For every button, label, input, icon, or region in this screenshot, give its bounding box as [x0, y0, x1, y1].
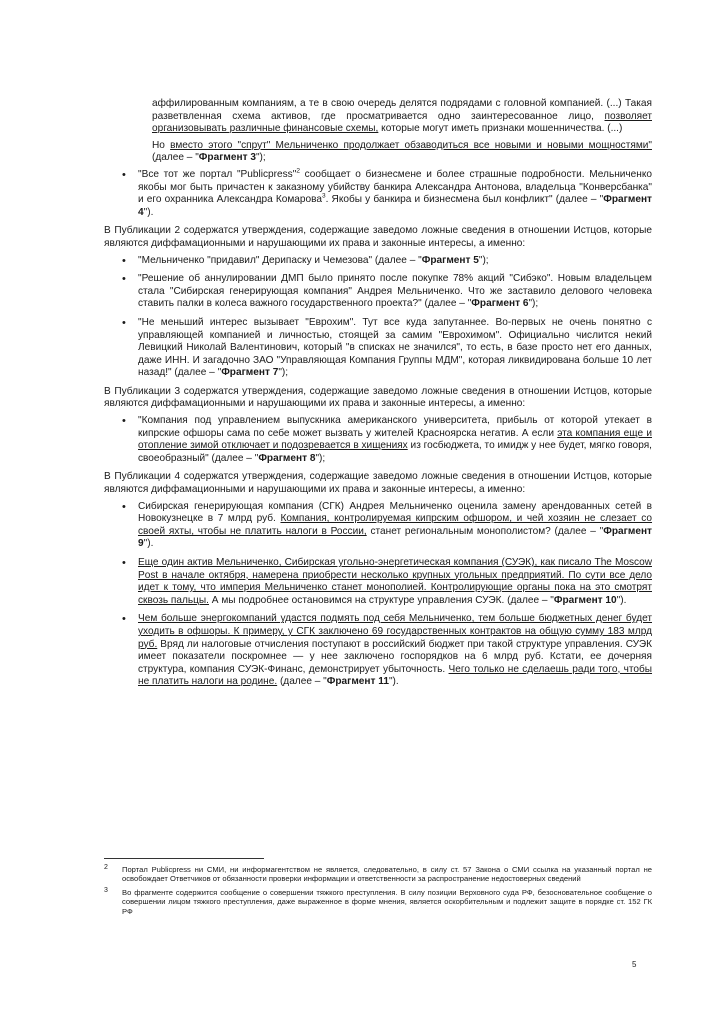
fragment-10-underlined: Еще один актив Мельниченко, Сибирская угольно-энергетическая компания (СУЭК), как писало The Moscow Post в начале октября, намерена приобрести несколько крупных угольных предприятий. По сути все дело идет к тому, что империя Мельниченко станет монополией. Контролирующие органы пока на это смотрят сквозь пальцы.	[138, 557, 652, 606]
fragment-3	[152, 140, 652, 165]
bullet-list-pub1	[104, 169, 652, 219]
footnote-divider	[104, 858, 264, 859]
fragment-6-end: ");	[528, 298, 539, 310]
fragment-5-text: "Мельниченко "придавил" Дерипаску и Чемезова" (далее – "	[138, 254, 422, 266]
fragment-5	[104, 255, 652, 268]
fragment-11-end: ").	[388, 676, 399, 688]
fragment-11-text-2: (далее – "	[277, 676, 327, 688]
fragment-4	[104, 169, 652, 219]
fragment-6-label: Фрагмент 6	[471, 298, 529, 310]
fragment-9-underlined: Компания, контролируемая кипрским офшором, и чей хозяин не слезает со своей яхты, чтобы не платить налоги в России,	[138, 513, 653, 537]
fragment-4-text-1: "Все тот же портал "Publicpress"	[138, 168, 297, 180]
footnotes	[104, 858, 652, 920]
fragment-9	[104, 501, 652, 551]
bullet-list-pub2	[104, 255, 652, 380]
fragment-11-text-1: Вряд ли налоговые отчисления поступают в российский бюджет при такой структуре управления. СУЭК имеет показатели поскромнее — у нее заключено госпорядков на 6 млрд руб. Кстати, ее дочерняя структура, компания СУЭК-Финанс, демонстрирует убыточность.	[138, 638, 652, 675]
fragment-4-text-3: . Якобы у банкира и бизнесмена был конфликт" (далее – "	[325, 194, 604, 206]
fragment-8-text-1: "Компания под управлением выпускника американского университета, прибыль от которой утекает в кипрские офшоры сама по себе может вызвать у жителей Красноярска негатив. А если	[138, 415, 652, 439]
quote-continuation	[152, 98, 652, 136]
fragment-9-text-2: станет региональным монополистом? (далее – "	[366, 525, 604, 537]
fragment-11-underlined-1: Чем больше энергокомпаний удастся подмять под себя Мельниченко, тем больше бюджетных денег будет уходить в офшоры. К примеру, у СГК заключено 69 государственных контрактов на общую сумму 183 млрд руб.	[138, 613, 652, 650]
fragment-3-pre: Но	[152, 139, 165, 151]
continuation-text: аффилированным компаниям, а те в свою очередь делятся подрядами с головной компанией. (...) Такая разветвленная схема активов, где просматривается одно заинтересованное лицо,	[152, 98, 652, 122]
footnote-2-number: 2	[104, 864, 108, 871]
fragment-5-label: Фрагмент 5	[421, 254, 479, 266]
fragment-10	[104, 557, 652, 607]
fragment-10-text: А мы подробнее остановимся на структуре управления СУЭК. (далее – "	[208, 594, 554, 606]
bullet-list-pub4	[104, 501, 652, 689]
continuation-end: которые могут иметь признаки мошенничества. (...)	[381, 123, 623, 135]
footnote-ref-2[interactable]: 2	[296, 167, 300, 175]
fragment-8-underlined: эта компания еще и отопление зимой отключает и подозревается в хищениях	[138, 427, 652, 452]
page-number: 5	[632, 960, 637, 969]
fragment-9-text-1: Сибирская генерирующая компания (СГК) Андрея Мельниченко оценила замену арендованных сетей в Новокузнецке в 7 млрд руб.	[138, 500, 652, 525]
footnote-2	[104, 865, 652, 884]
fragment-3-underlined: вместо этого "спрут" Мельниченко продолжает обзаводиться все новыми и новыми мощностями"	[170, 139, 652, 151]
fragment-3-end: ");	[255, 152, 266, 164]
fragment-11	[104, 613, 652, 689]
fragment-9-label: Фрагмент 9	[138, 525, 652, 550]
fragment-3-post: (далее – "	[152, 152, 199, 164]
publication-3-intro: В Публикации 3 содержатся утверждения, содержащие заведомо ложные сведения в отношении Истцов, которые являются диффамационными и нарушающими их права и законные интересы, а именно:	[104, 385, 652, 410]
continuation-underlined: позволяет организовывать различные финансовые схемы,	[152, 110, 652, 135]
fragment-8-label: Фрагмент 8	[258, 452, 316, 464]
footnote-2-text: Портал Publicpress ни СМИ, ни информагентством не является, следовательно, в силу ст. 57 Закона о СМИ ссылка на указанный портал не освобождает Ответчиков от обязанности проверки информации и ответственности за распространение недостоверных сведений	[122, 865, 652, 884]
fragment-4-end: ").	[143, 206, 154, 218]
fragment-7	[104, 317, 652, 380]
footnote-3	[104, 888, 652, 916]
publication-2-intro: В Публикации 2 содержатся утверждения, содержащие заведомо ложные сведения в отношении Истцов, которые являются диффамационными и нарушающими их права и законные интересы, а именно:	[104, 225, 652, 249]
fragment-5-end: ");	[478, 254, 489, 266]
fragment-11-underlined-2: Чего только не сделаешь ради того, чтобы не платить налоги на родине.	[138, 663, 653, 688]
footnote-ref-3[interactable]: 3	[321, 192, 326, 200]
fragment-6	[104, 273, 652, 311]
fragment-6-text: "Решение об аннулировании ДМП было принято после покупке 78% акций "Сибэко". Новым владельцем стала "Сибирская генерирующая компания" Андрея Мельниченко. Что же заставило делового человека ставить палки в колеса важного государственного проекта?" (далее – "	[138, 273, 652, 310]
fragment-4-text-2: сообщает о бизнесмене и более страшные подробности. Мельниченко якобы мог быть причастен к заказному убийству банкира Александра Антонова, владельца "Конверсбанка" и его охранника Александра Комарова	[138, 168, 652, 206]
fragment-8-text-2: из госбюджета, то имидж у нее будет, мягко говоря, своеобразный" (далее – "	[138, 440, 652, 464]
fragment-10-label: Фрагмент 10	[553, 594, 617, 606]
fragment-3-label: Фрагмент 3	[198, 152, 256, 164]
fragment-7-text: "Не меньший интерес вызывает "Еврохим". Тут все куда запутаннее. Во-первых не очень понятно с управляющей компанией и личностью, стоящей за самим "Еврохимом". Официально числится некий Левицкий Николай Валентинович, который "в списках не значился", то есть, в базе просто нет его данных, даже ИНН. И загадочно ЗАО "Управляющая Компания Группы МДМ", которая ликвидирована больше 10 лет назад!" (далее – "	[138, 316, 652, 379]
fragment-9-end: ").	[143, 538, 154, 550]
footnote-3-text: Во фрагменте содержится сообщение о совершении тяжкого преступления. В силу позиции Верховного суда РФ, безосновательное сообщение о совершении лицом тяжкого преступления, даже выраженное в форме мнения, является оскорбительным и подлежит защите в порядке ст. 152 ГК РФ	[122, 887, 652, 916]
fragment-4-label: Фрагмент 4	[138, 194, 652, 218]
bullet-list-pub3	[104, 415, 652, 465]
publication-4-intro: В Публикации 4 содержатся утверждения, содержащие заведомо ложные сведения в отношении Истцов, которые являются диффамационными и нарушающими их права и законные интересы, а именно:	[104, 471, 652, 496]
fragment-10-end: ").	[616, 594, 627, 606]
fragment-8	[104, 415, 652, 465]
fragment-8-end: ");	[315, 452, 326, 464]
footnote-3-number: 3	[104, 886, 108, 894]
fragment-11-label: Фрагмент 11	[326, 676, 389, 688]
main-text	[104, 98, 652, 695]
fragment-7-end: ");	[278, 367, 289, 379]
fragment-7-label: Фрагмент 7	[221, 367, 279, 379]
